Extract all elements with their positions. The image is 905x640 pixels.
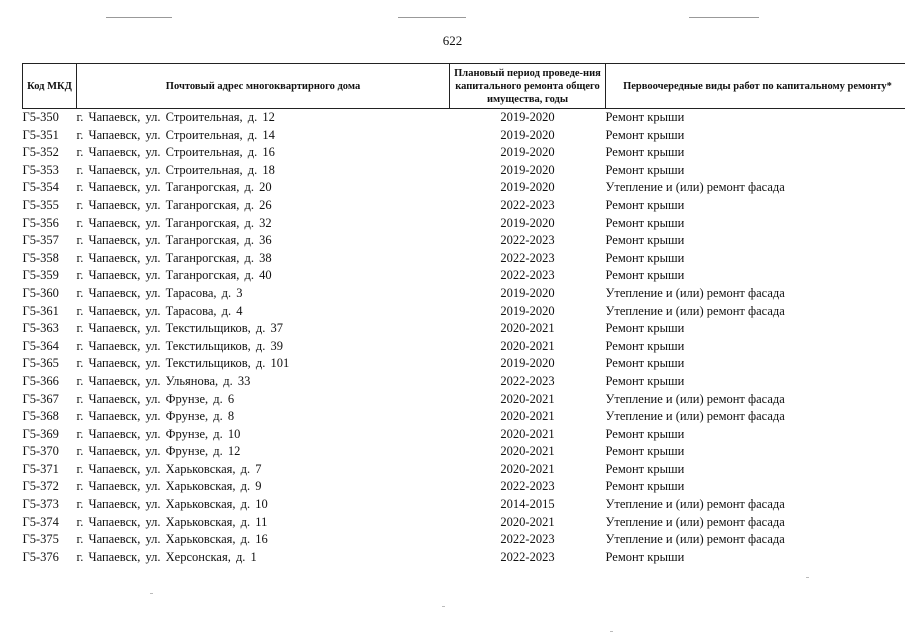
table-header-row bbox=[23, 64, 905, 109]
cell-period: 2019-2020 bbox=[500, 162, 555, 177]
cell-works: Ремонт крыши bbox=[605, 250, 685, 265]
cell-address: г. Чапаевск, ул. Харьковская, д. 16 bbox=[76, 532, 268, 547]
table-row bbox=[23, 514, 905, 532]
cell-address: г. Чапаевск, ул. Текстильщиков, д. 37 bbox=[76, 321, 284, 336]
table-row bbox=[23, 144, 905, 162]
cell-code: Г5-370 bbox=[22, 444, 59, 459]
cell-works: Ремонт крыши bbox=[605, 197, 685, 212]
cell-code: Г5-367 bbox=[22, 391, 59, 406]
cell-works: Утепление и (или) ремонт фасада bbox=[605, 285, 785, 300]
cell-works: Ремонт крыши bbox=[605, 162, 685, 177]
cell-works: Ремонт крыши bbox=[605, 268, 685, 283]
table-row bbox=[23, 549, 905, 567]
cell-code: Г5-359 bbox=[22, 268, 59, 283]
cell-period: 2019-2020 bbox=[500, 145, 555, 160]
cell-address: г. Чапаевск, ул. Таганрогская, д. 40 bbox=[76, 268, 272, 283]
scan-speck bbox=[806, 577, 809, 578]
cell-address: г. Чапаевск, ул. Харьковская, д. 10 bbox=[76, 497, 268, 512]
cell-address: г. Чапаевск, ул. Строительная, д. 18 bbox=[76, 162, 275, 177]
cell-address: г. Чапаевск, ул. Таганрогская, д. 26 bbox=[76, 197, 272, 212]
cell-address: г. Чапаевск, ул. Строительная, д. 14 bbox=[76, 127, 275, 142]
cell-works: Ремонт крыши bbox=[605, 461, 685, 476]
cell-code: Г5-355 bbox=[22, 197, 59, 212]
cell-period: 2020-2021 bbox=[500, 426, 555, 441]
table-row bbox=[23, 162, 905, 180]
cell-code: Г5-350 bbox=[22, 110, 59, 124]
repair-schedule-table bbox=[22, 63, 905, 566]
cell-code: Г5-357 bbox=[22, 233, 59, 248]
cell-code: Г5-351 bbox=[22, 127, 59, 142]
cell-period: 2020-2021 bbox=[500, 321, 555, 336]
header-rule-left bbox=[106, 17, 172, 18]
table-row bbox=[23, 496, 905, 514]
cell-period: 2020-2021 bbox=[500, 514, 555, 529]
table-row bbox=[23, 109, 905, 127]
cell-code: Г5-364 bbox=[22, 338, 59, 353]
cell-address: г. Чапаевск, ул. Таганрогская, д. 20 bbox=[76, 180, 272, 195]
cell-address: г. Чапаевск, ул. Текстильщиков, д. 101 bbox=[76, 356, 290, 371]
cell-code: Г5-360 bbox=[22, 285, 59, 300]
cell-code: Г5-358 bbox=[22, 250, 59, 265]
cell-works: Ремонт крыши bbox=[605, 426, 685, 441]
cell-code: Г5-363 bbox=[22, 321, 59, 336]
cell-address: г. Чапаевск, ул. Строительная, д. 12 bbox=[76, 110, 275, 124]
scan-speck bbox=[610, 631, 613, 632]
header-period: Плановый период проведе-ния капитального ремонта общего имущества, годы bbox=[450, 64, 606, 109]
cell-period: 2019-2020 bbox=[500, 303, 555, 318]
cell-code: Г5-373 bbox=[22, 497, 59, 512]
cell-address: г. Чапаевск, ул. Фрунзе, д. 12 bbox=[76, 444, 241, 459]
cell-works: Утепление и (или) ремонт фасада bbox=[605, 532, 785, 547]
cell-address: г. Чапаевск, ул. Харьковская, д. 7 bbox=[76, 461, 262, 476]
cell-address: г. Чапаевск, ул. Таганрогская, д. 32 bbox=[76, 215, 272, 230]
cell-period: 2014-2015 bbox=[500, 497, 555, 512]
cell-works: Ремонт крыши bbox=[605, 373, 685, 388]
cell-works: Ремонт крыши bbox=[605, 479, 685, 494]
cell-code: Г5-365 bbox=[22, 356, 59, 371]
table-row bbox=[23, 232, 905, 250]
cell-period: 2022-2023 bbox=[500, 532, 555, 547]
scan-speck bbox=[442, 606, 445, 607]
cell-address: г. Чапаевск, ул. Текстильщиков, д. 39 bbox=[76, 338, 284, 353]
cell-works: Утепление и (или) ремонт фасада bbox=[605, 303, 785, 318]
cell-works: Ремонт крыши bbox=[605, 356, 685, 371]
cell-period: 2019-2020 bbox=[500, 356, 555, 371]
cell-works: Утепление и (или) ремонт фасада bbox=[605, 514, 785, 529]
cell-works: Ремонт крыши bbox=[605, 549, 685, 564]
cell-works: Утепление и (или) ремонт фасада bbox=[605, 409, 785, 424]
cell-works: Ремонт крыши bbox=[605, 215, 685, 230]
cell-works: Утепление и (или) ремонт фасада bbox=[605, 180, 785, 195]
cell-address: г. Чапаевск, ул. Фрунзе, д. 8 bbox=[76, 409, 235, 424]
header-code: Код МКД bbox=[23, 64, 77, 109]
cell-address: г. Чапаевск, ул. Строительная, д. 16 bbox=[76, 145, 275, 160]
table-row bbox=[23, 373, 905, 391]
table-row bbox=[23, 426, 905, 444]
cell-address: г. Чапаевск, ул. Тарасова, д. 4 bbox=[76, 303, 243, 318]
table-row bbox=[23, 215, 905, 233]
cell-address: г. Чапаевск, ул. Тарасова, д. 3 bbox=[76, 285, 243, 300]
table-row bbox=[23, 391, 905, 409]
table-row bbox=[23, 179, 905, 197]
cell-period: 2019-2020 bbox=[500, 110, 555, 124]
cell-period: 2019-2020 bbox=[500, 180, 555, 195]
cell-code: Г5-375 bbox=[22, 532, 59, 547]
cell-works: Ремонт крыши bbox=[605, 444, 685, 459]
cell-works: Ремонт крыши bbox=[605, 321, 685, 336]
scan-speck bbox=[150, 593, 153, 594]
cell-period: 2022-2023 bbox=[500, 250, 555, 265]
cell-period: 2022-2023 bbox=[500, 373, 555, 388]
cell-code: Г5-371 bbox=[22, 461, 59, 476]
table-row bbox=[23, 303, 905, 321]
cell-address: г. Чапаевск, ул. Ульянова, д. 33 bbox=[76, 373, 251, 388]
table-row bbox=[23, 250, 905, 268]
cell-address: г. Чапаевск, ул. Фрунзе, д. 10 bbox=[76, 426, 241, 441]
table-row bbox=[23, 531, 905, 549]
cell-address: г. Чапаевск, ул. Фрунзе, д. 6 bbox=[76, 391, 235, 406]
table-row bbox=[23, 267, 905, 285]
table-row bbox=[23, 478, 905, 496]
cell-code: Г5-376 bbox=[22, 549, 59, 564]
cell-code: Г5-354 bbox=[22, 180, 59, 195]
table-row bbox=[23, 338, 905, 356]
cell-period: 2020-2021 bbox=[500, 461, 555, 476]
cell-period: 2019-2020 bbox=[500, 285, 555, 300]
cell-period: 2019-2020 bbox=[500, 127, 555, 142]
cell-code: Г5-374 bbox=[22, 514, 59, 529]
cell-works: Утепление и (или) ремонт фасада bbox=[605, 391, 785, 406]
cell-code: Г5-372 bbox=[22, 479, 59, 494]
page-number: 622 bbox=[442, 33, 463, 48]
cell-period: 2022-2023 bbox=[500, 197, 555, 212]
cell-works: Ремонт крыши bbox=[605, 145, 685, 160]
cell-period: 2022-2023 bbox=[500, 268, 555, 283]
cell-address: г. Чапаевск, ул. Таганрогская, д. 36 bbox=[76, 233, 272, 248]
cell-period: 2022-2023 bbox=[500, 233, 555, 248]
table-row bbox=[23, 285, 905, 303]
cell-address: г. Чапаевск, ул. Херсонская, д. 1 bbox=[76, 549, 257, 564]
cell-code: Г5-366 bbox=[22, 373, 59, 388]
table-body bbox=[23, 109, 905, 567]
cell-code: Г5-361 bbox=[22, 303, 59, 318]
cell-works: Ремонт крыши bbox=[605, 233, 685, 248]
header-rule-center bbox=[398, 17, 466, 18]
cell-works: Утепление и (или) ремонт фасада bbox=[605, 497, 785, 512]
cell-period: 2020-2021 bbox=[500, 444, 555, 459]
cell-works: Ремонт крыши bbox=[605, 127, 685, 142]
cell-address: г. Чапаевск, ул. Харьковская, д. 9 bbox=[76, 479, 262, 494]
table-row bbox=[23, 355, 905, 373]
table-row bbox=[23, 461, 905, 479]
cell-code: Г5-369 bbox=[22, 426, 59, 441]
header-address: Почтовый адрес многоквартирного дома bbox=[77, 64, 450, 109]
cell-code: Г5-353 bbox=[22, 162, 59, 177]
header-works: Первоочередные виды работ по капитальному ремонту* bbox=[606, 64, 905, 109]
cell-code: Г5-356 bbox=[22, 215, 59, 230]
cell-code: Г5-352 bbox=[22, 145, 59, 160]
table-row bbox=[23, 127, 905, 145]
table-row bbox=[23, 443, 905, 461]
table-row bbox=[23, 197, 905, 215]
cell-code: Г5-368 bbox=[22, 409, 59, 424]
header-rule-right bbox=[689, 17, 759, 18]
table-row bbox=[23, 408, 905, 426]
cell-works: Ремонт крыши bbox=[605, 110, 685, 124]
cell-address: г. Чапаевск, ул. Таганрогская, д. 38 bbox=[76, 250, 272, 265]
cell-period: 2020-2021 bbox=[500, 338, 555, 353]
cell-address: г. Чапаевск, ул. Харьковская, д. 11 bbox=[76, 514, 268, 529]
cell-period: 2019-2020 bbox=[500, 215, 555, 230]
cell-period: 2022-2023 bbox=[500, 549, 555, 564]
cell-works: Ремонт крыши bbox=[605, 338, 685, 353]
table-row bbox=[23, 320, 905, 338]
cell-period: 2020-2021 bbox=[500, 409, 555, 424]
cell-period: 2022-2023 bbox=[500, 479, 555, 494]
cell-period: 2020-2021 bbox=[500, 391, 555, 406]
